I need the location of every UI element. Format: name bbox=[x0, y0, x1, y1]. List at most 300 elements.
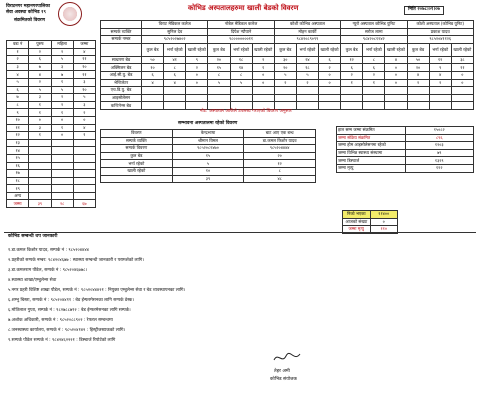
cell: ३ bbox=[51, 63, 73, 71]
cell bbox=[451, 102, 473, 110]
cell bbox=[296, 87, 318, 95]
contact-label: सम्पर्क व्यक्ति bbox=[101, 28, 142, 36]
table-header: महिला bbox=[51, 41, 73, 49]
cell: ४ bbox=[29, 71, 51, 79]
cell bbox=[319, 102, 341, 110]
cell: १३ bbox=[7, 139, 29, 147]
signature-mark bbox=[272, 350, 302, 366]
table-row bbox=[337, 164, 474, 172]
cell: ० bbox=[73, 116, 95, 124]
table-row bbox=[7, 116, 96, 124]
table-row bbox=[7, 86, 96, 94]
table-row bbox=[101, 87, 474, 95]
table-row bbox=[101, 64, 474, 72]
cell: ५ bbox=[51, 86, 73, 94]
cell bbox=[363, 87, 385, 95]
cell: सम्पर्क विवरण bbox=[101, 145, 173, 153]
cell: ० bbox=[319, 71, 341, 79]
cell: ६ bbox=[7, 86, 29, 94]
cell bbox=[341, 94, 363, 102]
infected-by-ward-table bbox=[6, 40, 96, 208]
cell: २ bbox=[7, 56, 29, 64]
table-header: जम्मा bbox=[73, 41, 95, 49]
cell: ५ bbox=[51, 56, 73, 64]
phone-number: ९८५२०४११२६ bbox=[407, 36, 474, 44]
main-title: कोभिड अस्पतालहरुमा खाली बेडको विवरण bbox=[188, 4, 299, 12]
cell bbox=[319, 87, 341, 95]
cell bbox=[429, 102, 451, 110]
cell: २४ bbox=[296, 56, 318, 64]
cell: ५० bbox=[142, 56, 164, 64]
cell: खाली रहेको bbox=[101, 167, 173, 175]
recovery-box bbox=[342, 210, 398, 234]
contact-item: ५.नगर प्रहरी विशिष्ट शाखा पौडेल, सम्पर्क नं : ९८५२०४४४२१ : नियुक्त एम्बुलेन्स सेवा र बेड व्यवस्थापनका लागि। bbox=[8, 288, 186, 293]
cell: ० bbox=[319, 79, 341, 87]
sub-header: भर्ना रहेको bbox=[363, 43, 385, 56]
cell: १२ bbox=[7, 132, 29, 140]
cell bbox=[274, 94, 296, 102]
cell: ८९६ bbox=[405, 134, 474, 142]
cell: डा.कमल किशोर यादव bbox=[244, 137, 316, 145]
contact-person: सुनिल देव bbox=[142, 28, 208, 36]
cell bbox=[451, 87, 473, 95]
cell: १ bbox=[51, 109, 73, 117]
cell: ० bbox=[385, 79, 407, 87]
cell: ० bbox=[29, 116, 51, 124]
cell: १९ bbox=[7, 185, 29, 193]
cell bbox=[186, 87, 208, 95]
phone-number: ९८५२०२७४०२ bbox=[142, 36, 208, 44]
cell bbox=[186, 94, 208, 102]
cell: १८ bbox=[296, 64, 318, 72]
cell: ० bbox=[385, 64, 407, 72]
cell bbox=[51, 192, 73, 200]
referral-table bbox=[100, 129, 316, 183]
cell: ० bbox=[186, 79, 208, 87]
cell bbox=[29, 185, 51, 193]
sub-header: खाली रहेको bbox=[319, 43, 341, 56]
cell: जम्मा डिस्चार्ज bbox=[337, 157, 406, 165]
cell: २ bbox=[363, 71, 385, 79]
cell: २ bbox=[29, 48, 51, 56]
cell bbox=[73, 162, 95, 170]
cell: १५ bbox=[208, 64, 230, 72]
table-row bbox=[337, 142, 474, 150]
cell: १२०३ bbox=[405, 142, 474, 150]
sub-header: कुल बेड bbox=[274, 43, 296, 56]
cell: १० bbox=[73, 63, 95, 71]
cell: ८ bbox=[164, 64, 186, 72]
signature-role: कोभिड संयोजक bbox=[270, 377, 297, 382]
cell: ३ bbox=[29, 124, 51, 132]
cell bbox=[363, 102, 385, 110]
cell: १ bbox=[341, 79, 363, 87]
cell: २ bbox=[274, 79, 296, 87]
table-row bbox=[7, 101, 96, 109]
cell: २० bbox=[274, 64, 296, 72]
cell: ४ bbox=[164, 79, 186, 87]
cell: ९८५२०८२४७० bbox=[172, 145, 244, 153]
referral-title: सम्भावना अस्पतालमा रहेको विवरण bbox=[178, 121, 238, 126]
cell: ४ bbox=[385, 56, 407, 64]
cell: १० bbox=[7, 116, 29, 124]
phone-number: ९८४२०८१२४२ bbox=[341, 36, 407, 44]
table-row bbox=[343, 211, 398, 219]
table-header: केन्द्रभाषा bbox=[172, 130, 244, 138]
municipality-logo bbox=[58, 2, 82, 26]
cell: २ bbox=[51, 48, 73, 56]
cell: कुल बेड bbox=[101, 152, 173, 160]
cell: जम्मा मृत्यु bbox=[337, 164, 406, 172]
cell: ३० bbox=[274, 56, 296, 64]
cell: २० bbox=[208, 56, 230, 64]
sub-header: भर्ना रहेको bbox=[429, 43, 451, 56]
total-row bbox=[7, 200, 96, 208]
table-row bbox=[7, 124, 96, 132]
cell bbox=[29, 147, 51, 155]
cell: ४ bbox=[7, 71, 29, 79]
cell: ६ bbox=[363, 64, 385, 72]
cell: २० bbox=[407, 64, 429, 72]
cell bbox=[230, 87, 252, 95]
cell: ९ bbox=[7, 109, 29, 117]
cell: ८ bbox=[7, 101, 29, 109]
signature-name: तेहर अमी bbox=[274, 369, 290, 374]
cell: ७ bbox=[51, 71, 73, 79]
table-header: विवरण bbox=[101, 130, 173, 138]
cell: ९ bbox=[186, 56, 208, 64]
table-row bbox=[7, 147, 96, 155]
cell: ४ bbox=[407, 71, 429, 79]
table-row bbox=[101, 137, 316, 145]
cell: ४ bbox=[73, 48, 95, 56]
table-row bbox=[7, 185, 96, 193]
cell bbox=[385, 102, 407, 110]
cell bbox=[142, 94, 164, 102]
row-label: आई.सी.यु. बेड bbox=[101, 71, 142, 79]
table-row bbox=[101, 175, 316, 183]
contact-item: ३.डा.कमलराम पौडेल, सम्पर्क नं : ९८५२०४६७७८। bbox=[8, 268, 88, 273]
cell: १४ bbox=[7, 147, 29, 155]
table-row bbox=[101, 160, 316, 168]
cell: ७९ bbox=[405, 149, 474, 157]
cell bbox=[142, 87, 164, 95]
cell: १७ bbox=[7, 170, 29, 178]
summary-table bbox=[336, 126, 474, 173]
cell bbox=[142, 102, 164, 110]
cell: ५ bbox=[208, 79, 230, 87]
cell: ३ bbox=[29, 94, 51, 102]
cell: ५० bbox=[407, 56, 429, 64]
table-row bbox=[337, 149, 474, 157]
table-row bbox=[7, 109, 96, 117]
table-row bbox=[337, 127, 474, 135]
cell bbox=[29, 170, 51, 178]
table-row bbox=[101, 94, 474, 102]
cell: ५ bbox=[296, 71, 318, 79]
cell bbox=[29, 162, 51, 170]
cell bbox=[296, 94, 318, 102]
cell: १ bbox=[252, 64, 274, 72]
cell bbox=[385, 87, 407, 95]
table-row bbox=[7, 71, 96, 79]
table-header: वडा नं bbox=[7, 41, 29, 49]
cell: ६ bbox=[341, 64, 363, 72]
contact-person: दिपेश न्यौपाने bbox=[208, 28, 274, 36]
cell bbox=[29, 192, 51, 200]
cell bbox=[319, 94, 341, 102]
hospital-beds-table bbox=[100, 20, 474, 110]
cell bbox=[208, 87, 230, 95]
contact-item: २.प्रहरीको सम्पर्क नम्बर: ९८४२०४६७७ : स्वास्थ्य सम्बन्धी जानकारी र परामर्शको लागि। bbox=[8, 258, 144, 263]
cell: ५ bbox=[73, 94, 95, 102]
table-row bbox=[7, 132, 96, 140]
cell: ३९ bbox=[172, 175, 244, 183]
cell: ६ bbox=[319, 56, 341, 64]
cell: ११४०० bbox=[370, 211, 398, 219]
cell bbox=[274, 87, 296, 95]
cell bbox=[164, 102, 186, 110]
cell: ८ bbox=[208, 71, 230, 79]
table-row bbox=[7, 192, 96, 200]
cell: २ bbox=[73, 109, 95, 117]
contact-person: मोहन कार्की bbox=[274, 28, 340, 36]
cell bbox=[73, 147, 95, 155]
table-row bbox=[101, 167, 316, 175]
cell: ० bbox=[370, 218, 398, 226]
cell bbox=[29, 177, 51, 185]
cell: ५ bbox=[172, 160, 244, 168]
cell: ४१ bbox=[164, 56, 186, 64]
cell: श्रीमान विमल bbox=[172, 137, 244, 145]
cell: ६७ bbox=[73, 200, 95, 208]
sub-header: कुल बेड bbox=[208, 43, 230, 56]
cell: २ bbox=[319, 64, 341, 72]
table-row bbox=[7, 48, 96, 56]
row-label: भेन्टिलेटर bbox=[101, 79, 142, 87]
sub-header: खाली रहेको bbox=[451, 43, 473, 56]
contact-item: ७.अशोक अधिकारी, सम्पर्क नं : ९८५२०८८९०२ : रेफरल सम्बन्धमा bbox=[8, 318, 113, 323]
cell bbox=[73, 177, 95, 185]
cell: ११ bbox=[73, 56, 95, 64]
cell: १२ bbox=[341, 56, 363, 64]
hospital-name: नोबेल मेडिकल कलेज bbox=[208, 21, 274, 29]
cell: ० bbox=[186, 71, 208, 79]
sub-header: कुल बेड bbox=[142, 43, 164, 56]
sub-header: भर्ना रहेको bbox=[230, 43, 252, 56]
cell: ८ bbox=[244, 167, 316, 175]
cell: जम्मा होम आइसोलेसनमा रहेको bbox=[337, 142, 406, 150]
cell bbox=[252, 94, 274, 102]
contact-person: सरोज लामा bbox=[341, 28, 407, 36]
cell: २ bbox=[252, 56, 274, 64]
cell: ३९ bbox=[29, 200, 51, 208]
cell bbox=[341, 87, 363, 95]
cell bbox=[29, 154, 51, 162]
cell: २८ bbox=[51, 200, 73, 208]
cell: १८ bbox=[7, 177, 29, 185]
cell: ३ bbox=[7, 63, 29, 71]
table-row bbox=[7, 63, 96, 71]
cell: ११ bbox=[7, 124, 29, 132]
cell bbox=[407, 102, 429, 110]
cell bbox=[252, 87, 274, 95]
cell bbox=[407, 94, 429, 102]
cell: ८ bbox=[230, 71, 252, 79]
cell bbox=[51, 185, 73, 193]
cell: २ bbox=[407, 79, 429, 87]
cell: १ bbox=[51, 78, 73, 86]
table-row bbox=[101, 152, 316, 160]
cell: जम्मा संक्रिय संक्रमित bbox=[337, 134, 406, 142]
cell: ० bbox=[385, 71, 407, 79]
cell: ७ bbox=[7, 94, 29, 102]
cell: ३८ bbox=[451, 56, 473, 64]
table-row bbox=[337, 157, 474, 165]
contact-item: ८.जनस्वास्थ्य कार्यालय, सम्पर्क नं : ९८५२०४१४२ : हिस्ट्रीजस्टाकको लागि। bbox=[8, 328, 126, 333]
cell: ९८५२०४४४४ bbox=[244, 145, 316, 153]
cell: १ bbox=[363, 79, 385, 87]
hospital-name: कोशी अस्पताल (कोभिड युनिट) bbox=[407, 21, 474, 29]
table-header: पुरुष bbox=[29, 41, 51, 49]
cell bbox=[51, 154, 73, 162]
cell: १ bbox=[7, 48, 29, 56]
cell: ६ bbox=[142, 71, 164, 79]
cell: निको भएका bbox=[343, 211, 371, 219]
cell: ३ bbox=[73, 78, 95, 86]
cell: ११ bbox=[73, 71, 95, 79]
cell: ५ bbox=[230, 79, 252, 87]
cell: ४ bbox=[73, 124, 95, 132]
cell: अन्य bbox=[7, 192, 29, 200]
table-header: बाट आए एक बन्ध bbox=[244, 130, 316, 138]
cell bbox=[164, 94, 186, 102]
table-row bbox=[337, 134, 474, 142]
date-label: मिति २०७८।०१।०७ bbox=[404, 6, 444, 15]
sub-header: भर्ना रहेको bbox=[164, 43, 186, 56]
phone-label: सम्पर्क नम्बर bbox=[101, 36, 142, 44]
cell bbox=[451, 94, 473, 102]
cell: १ bbox=[29, 132, 51, 140]
table-row bbox=[7, 94, 96, 102]
cell bbox=[73, 154, 95, 162]
cell bbox=[429, 94, 451, 102]
blank-cell bbox=[101, 21, 142, 29]
cell: २ bbox=[51, 101, 73, 109]
cell: १२२ bbox=[405, 164, 474, 172]
cell bbox=[407, 87, 429, 95]
cell: जम्मा bbox=[7, 200, 29, 208]
cell: ० bbox=[252, 71, 274, 79]
row-label: कन्टिनेन्स बेड bbox=[101, 102, 142, 110]
cell: ९ bbox=[429, 64, 451, 72]
cell bbox=[51, 147, 73, 155]
cell: १६ bbox=[7, 162, 29, 170]
cell: १५०८२ bbox=[405, 127, 474, 135]
table-row bbox=[7, 170, 96, 178]
cell bbox=[51, 139, 73, 147]
row-label: साधारण बेड bbox=[101, 56, 142, 64]
table-row bbox=[7, 162, 96, 170]
cell: ५ bbox=[274, 71, 296, 79]
contact-item: ६.शम्भु बिस्ता, सम्पर्क नं : ९८५२०४४११ : बेड ईन्फरमेसनका लागि सम्पर्क डेस्क। bbox=[8, 298, 134, 303]
contact-item: ९.सम्पर्क पौडेल सम्पर्क नं : ९८४२४६२२२१ : डिस्चार्ज रिपोर्टको लागि bbox=[8, 338, 116, 343]
table-row bbox=[101, 56, 474, 64]
cell: १३२९ bbox=[405, 157, 474, 165]
cell: ११० bbox=[370, 226, 398, 234]
table-row bbox=[343, 218, 398, 226]
cell: ० bbox=[51, 116, 73, 124]
row-label: एच.डि.यु. बेड bbox=[101, 87, 142, 95]
cell: १ bbox=[73, 132, 95, 140]
table-row bbox=[7, 177, 96, 185]
cell: २ bbox=[29, 78, 51, 86]
cell bbox=[73, 170, 95, 178]
cell bbox=[73, 192, 95, 200]
contact-person: प्रकाश यादव bbox=[407, 28, 474, 36]
cell bbox=[29, 139, 51, 147]
cell: १० bbox=[142, 64, 164, 72]
cell: १४ bbox=[230, 64, 252, 72]
cell: ० bbox=[451, 79, 473, 87]
table-row bbox=[101, 71, 474, 79]
municipality-name: विराटनगर महानगरपालिका bbox=[6, 4, 50, 9]
cell bbox=[101, 175, 173, 183]
cell bbox=[341, 102, 363, 110]
cell: १२ bbox=[244, 160, 316, 168]
cell: आजको संख्या bbox=[343, 218, 371, 226]
cell: १२ bbox=[429, 56, 451, 64]
phone-number: ९८४२०८९०९९ bbox=[274, 36, 340, 44]
hospital-name: न्युरो अस्पताल कोभिड युनिट bbox=[341, 21, 407, 29]
cell: जम्मा मृत्यु bbox=[343, 226, 371, 234]
cell: २ bbox=[296, 79, 318, 87]
cell bbox=[385, 94, 407, 102]
cell: ३ bbox=[73, 101, 95, 109]
cell bbox=[208, 94, 230, 102]
table-row bbox=[101, 79, 474, 87]
cell: १५ bbox=[7, 154, 29, 162]
cell: १ bbox=[29, 109, 51, 117]
cell bbox=[51, 170, 73, 178]
row-label: अक्सिजन बेड bbox=[101, 64, 142, 72]
contact-item: ६.मोतिलाल गुप्ता, सम्पर्क नं : ९८२७८८७१२ : बेड ईन्फरमेसनका लागि सम्पर्क। bbox=[8, 308, 131, 313]
cell: ६ bbox=[164, 71, 186, 79]
cell: हाल सम्म जम्मा संक्रमित bbox=[337, 127, 406, 135]
cell: ० bbox=[252, 79, 274, 87]
sub-header: खाली रहेको bbox=[252, 43, 274, 56]
cell: सम्पर्क व्यक्ति bbox=[101, 137, 173, 145]
cell: ४ bbox=[429, 71, 451, 79]
cell bbox=[73, 185, 95, 193]
cell: १० bbox=[73, 86, 95, 94]
contact-item: ४.स्वास्थ्य शाखा/एम्बुलेन्स सेवा bbox=[8, 278, 57, 283]
cell bbox=[164, 87, 186, 95]
table-row bbox=[7, 78, 96, 86]
cell bbox=[296, 102, 318, 110]
sub-header: कुल बेड bbox=[341, 43, 363, 56]
cell bbox=[73, 139, 95, 147]
left-table-title: संक्रमितको विवरण bbox=[14, 18, 46, 23]
contacts-title: कोभिड सम्बन्धी थप जानकारी bbox=[8, 234, 58, 239]
cell: २० bbox=[244, 152, 316, 160]
table-row bbox=[101, 145, 316, 153]
sub-header: भर्ना रहेको bbox=[296, 43, 318, 56]
table-row bbox=[7, 154, 96, 162]
cell: १ bbox=[29, 101, 51, 109]
cell: १५ bbox=[172, 152, 244, 160]
cell: जम्मा विभिन्न स्वास्थ्य संस्थामा bbox=[337, 149, 406, 157]
